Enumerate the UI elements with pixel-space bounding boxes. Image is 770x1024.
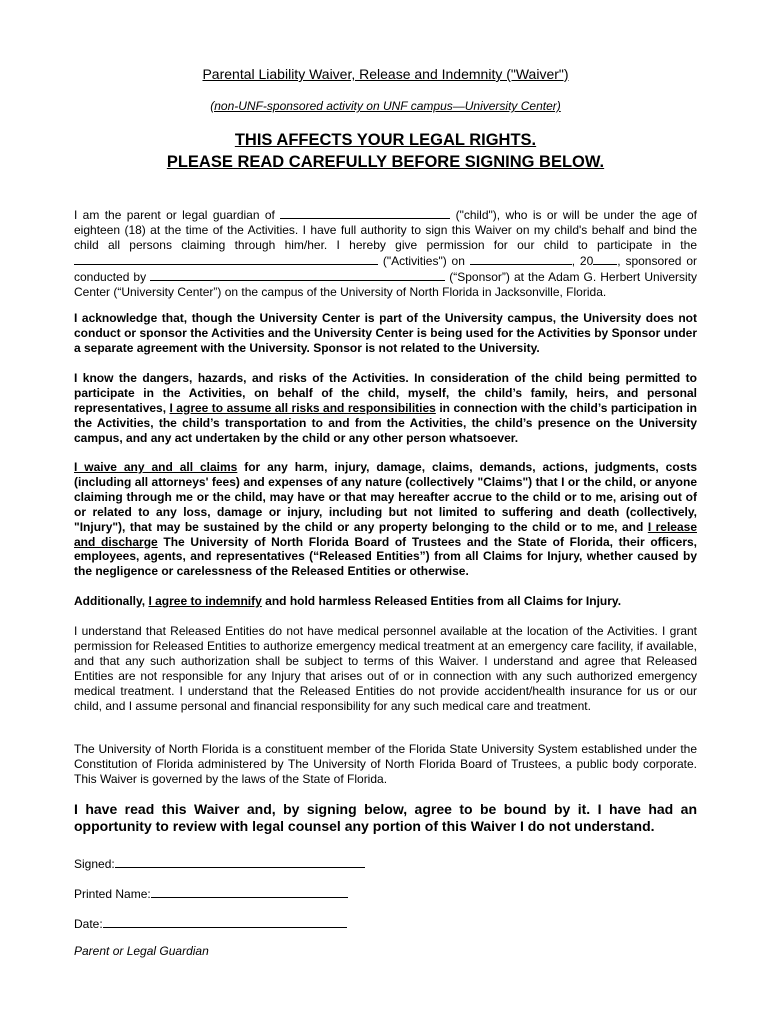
warning-line-2: PLEASE READ CAREFULLY BEFORE SIGNING BELOW. xyxy=(166,153,605,171)
guardian-text-e: , sponsored or conducted by xyxy=(74,253,697,284)
guardian-paragraph xyxy=(74,207,697,299)
guardian-text-c: ("Activities") on xyxy=(378,253,470,268)
signature-row xyxy=(74,855,365,871)
risk-text-b: in connection with the child’s participation in the Activities, the child’s transportation to and from the Activities, the child’s presence on the University campus, and any act undertaken by the child or any other person whatsoever. xyxy=(74,400,697,445)
indemnity-text-a: Additionally, xyxy=(74,594,149,608)
printed-name-field[interactable] xyxy=(151,885,348,898)
guardian-text-f: (“Sponsor”) at the Adam G. Herbert University Center (“University Center”) on the campus of the University of North Florida in Jacksonville, Florida. xyxy=(74,269,698,299)
governing-law-paragraph: The University of North Florida is a constituent member of the Florida State University System established under the Constitution of Florida administered by The University of North Florida Board of Trustees, a public body corporate. This Waiver is governed by the laws of the State of Florida. xyxy=(74,742,697,786)
waiver-text-a: for any harm, injury, damage, claims, demands, actions, judgments, costs (including all attorneys' fees) and expenses of any nature (collectively "Claims") that I or the child, or anyone claiming through me or the child, may have or that may hereafter accrue to the child or to me, arising out of or related to any loss, damage or injury, including but not limited to suffering and death (collectively, "Injury"), that may be sustained by the child or any property belonging to the child or to me, and xyxy=(74,460,698,534)
document-subtitle: (non-UNF-sponsored activity on UNF campus—University Center) xyxy=(210,99,561,113)
year-blank[interactable] xyxy=(593,253,617,265)
sponsor-blank[interactable] xyxy=(150,269,445,281)
release-discharge-phrase: I release and discharge xyxy=(74,519,697,549)
date-label: Date: xyxy=(74,917,103,931)
indemnify-phrase: I agree to indemnify xyxy=(148,594,262,608)
activities-blank[interactable] xyxy=(74,253,378,265)
guardian-text-a: I am the parent or legal guardian of xyxy=(74,208,281,222)
guardian-text-d: , 20 xyxy=(571,253,594,268)
document-title: Parental Liability Waiver, Release and Indemnity ("Waiver") xyxy=(202,66,569,82)
signature-field[interactable] xyxy=(115,855,365,868)
waive-claims-phrase: I waive any and all claims xyxy=(74,460,238,474)
medical-treatment-paragraph: I understand that Released Entities do not have medical personnel available at the location of the Activities. I grant permission for Released Entities to authorize emergency medical treatment at an emergency care facility, if available, and that any such authorization shall be subject to terms of this Waiver. I understand and agree that Released Entities are not responsible for any Injury that arises out of or in connection with any such authorized emergency medical treatment. I understand that the Released Entities do not provide accident/health insurance for us or our child, and I assume personal and financial responsibility for any such medical care and treatment. xyxy=(74,624,697,713)
activity-date-blank[interactable] xyxy=(470,253,572,265)
child-name-blank[interactable] xyxy=(280,207,450,219)
signed-label: Signed: xyxy=(74,857,115,871)
agreement-statement: I have read this Waiver and, by signing below, agree to be bound by it. I have had an opportunity to review with legal counsel any portion of this Waiver I do not understand. xyxy=(74,801,697,834)
guardian-text-b: ("child"), who is or will be under the age of eighteen (18) at the time of the Activities. I have full authority to sign this Waiver on my child's behalf and bind the child all persons claiming through him/her. I hereby give permission for our child to participate in the xyxy=(74,208,697,252)
risk-text-a: I know the dangers, hazards, and risks of the Activities. In consideration of the child being permitted to participate in the Activities, on behalf of the child, myself, the child’s family, heirs, and personal representatives, xyxy=(74,371,697,415)
assumption-of-risk-paragraph xyxy=(74,371,697,446)
printed-name-row xyxy=(74,885,348,901)
indemnity-paragraph xyxy=(74,594,697,609)
acknowledgement-paragraph: I acknowledge that, though the University Center is part of the University campus, the University does not conduct or sponsor the Activities and the University Center is being used for the Activities by Sponsor under a separate agreement with the University. Sponsor is not related to the University. xyxy=(74,311,697,355)
date-field[interactable] xyxy=(103,915,347,928)
waiver-text-b: The University of North Florida Board of Trustees and the State of Florida, their officers, employees, agents, and representatives (“Released Entities”) from all Claims for Injury, whether caused by the negligence or carelessness of the Released Entities or otherwise. xyxy=(74,534,698,579)
waiver-release-paragraph xyxy=(74,460,697,579)
indemnity-text-b: and hold harmless Released Entities from all Claims for Injury. xyxy=(261,594,622,608)
printed-name-label: Printed Name: xyxy=(74,887,151,901)
assume-risks-phrase: I agree to assume all risks and responsibilities xyxy=(169,400,436,415)
legal-rights-warning xyxy=(74,129,697,173)
signer-role-label: Parent or Legal Guardian xyxy=(74,944,209,958)
date-row xyxy=(74,915,347,931)
warning-line-1: THIS AFFECTS YOUR LEGAL RIGHTS. xyxy=(234,131,537,149)
